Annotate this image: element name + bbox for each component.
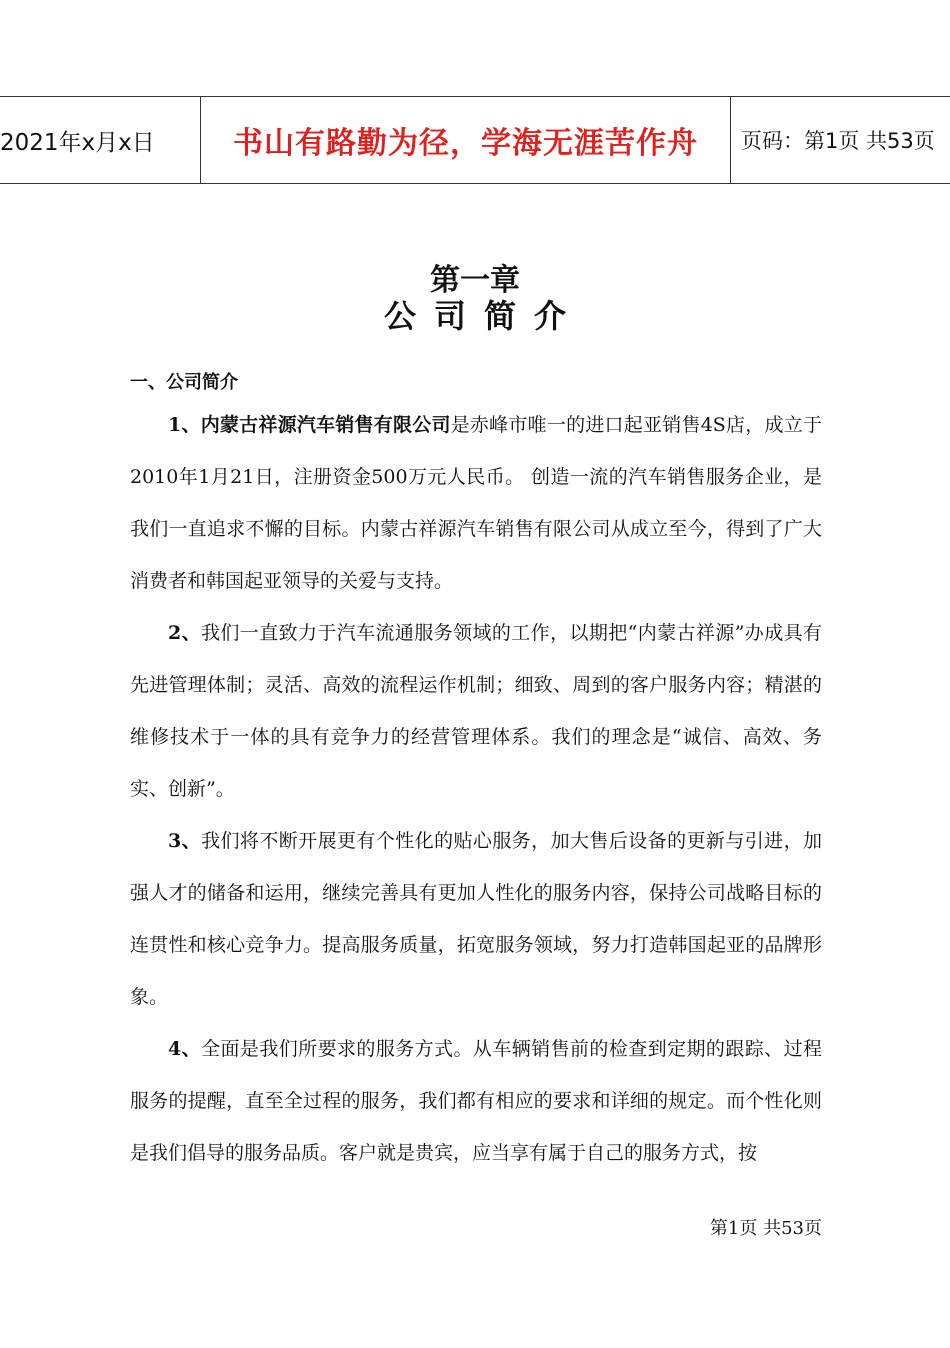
header-page-number: 页码：第1页 共53页: [741, 129, 935, 153]
chapter-title: 第一章: [430, 263, 520, 298]
paragraph-2: [130, 607, 822, 815]
paragraph-text: 全面是我们所要求的服务方式。从车辆销售前的检查到定期的跟踪、过程服务的提醒，直至全过程的服务，我们都有相应的要求和详细的规定。而个性化则是我们倡导的服务品质。客户就是贵宾，应当享有属于自己的服务方式，按: [130, 1038, 822, 1164]
paragraph-text: 是赤峰市唯一的进口起亚销售4S店，成立于2010年1月21日，注册资金500万元人民币。 创造一流的汽车销售服务企业，是我们一直追求不懈的目标。内蒙古祥源汽车销售有限公司从成立至今，得到了广大消费者和韩国起亚领导的关爱与支持。: [130, 414, 822, 592]
footer-page-number: 第1页 共53页: [709, 1218, 822, 1239]
paragraph-text: 我们将不断开展更有个性化的贴心服务，加大售后设备的更新与引进，加强人才的储备和运用，继续完善具有更加人性化的服务内容，保持公司战略目标的连贯性和核心竞争力。提高服务质量，拓宽服务领域，努力打造韩国起亚的品牌形象。: [130, 830, 822, 1008]
paragraph-number: 1、: [168, 414, 201, 436]
header-motto: 书山有路勤为径，学海无涯苦作舟: [201, 97, 731, 183]
paragraph-number: 2、: [168, 622, 202, 644]
paragraph-number: 4、: [168, 1038, 202, 1060]
body-content: [130, 399, 822, 1179]
company-name: 内蒙古祥源汽车销售有限公司: [200, 414, 451, 436]
chapter-subtitle: 公司简介: [383, 297, 584, 335]
paragraph-4: [130, 1023, 822, 1179]
paragraph-number: 3、: [168, 830, 202, 852]
paragraph-text: 我们一直致力于汽车流通服务领域的工作，以期把“内蒙古祥源”办成具有先进管理体制；灵活、高效的流程运作机制；细致、周到的客户服务内容；精湛的维修技术于一体的具有竞争力的经营管理体系。我们的理念是“诚信、高效、务实、创新”。: [130, 622, 822, 800]
header-table: [0, 96, 950, 184]
header-date: 2021年x月x日: [0, 97, 201, 183]
paragraph-1: [130, 399, 822, 607]
paragraph-3: [130, 815, 822, 1023]
section-heading: 一、公司简介: [130, 372, 238, 393]
